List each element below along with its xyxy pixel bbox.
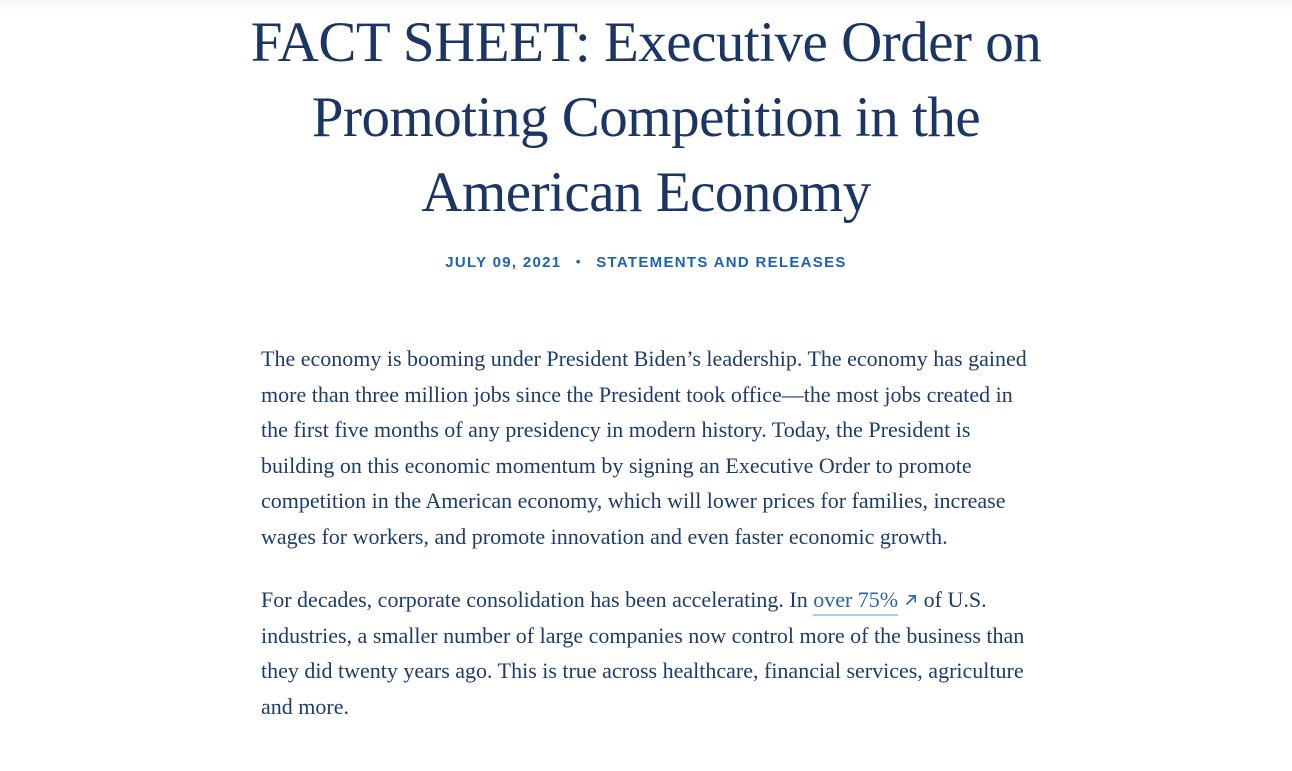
link-text: over 75% [813,587,898,616]
paragraph-2-text-before-link: For decades, corporate consolidation has been accelerating. In [261,587,814,612]
article-body [261,341,1031,724]
external-link-arrow-icon [905,594,917,606]
category-link-statements-and-releases[interactable]: STATEMENTS AND RELEASES [596,254,847,271]
over-75-percent-link[interactable] [813,587,918,612]
page-title: FACT SHEET: Executive Order on Promoting Competition in the American Economy [250,11,1042,224]
article-date: JULY 09, 2021 [445,254,562,271]
paragraph-1: The economy is booming under President Biden’s leadership. The economy has gained more than three million jobs since the President took office—the most jobs created in the first five months of any presidency in modern history. Today, the President is building on this economic momentum by signing an Executive Order to promote competition in the American economy, which will lower prices for families, increase wages for workers, and promote innovation and even faster economic growth. [261,346,1027,549]
article-meta [0,254,1292,271]
paragraph-2-text-after-link: of U.S. industries, a smaller number of large companies now control more of the business than they did twenty years ago. This is true across healthcare, financial services, agriculture and more. [261,587,1025,719]
meta-separator-dot: • [575,254,582,269]
article-header [0,5,1292,271]
paragraph-2 [261,582,1031,724]
